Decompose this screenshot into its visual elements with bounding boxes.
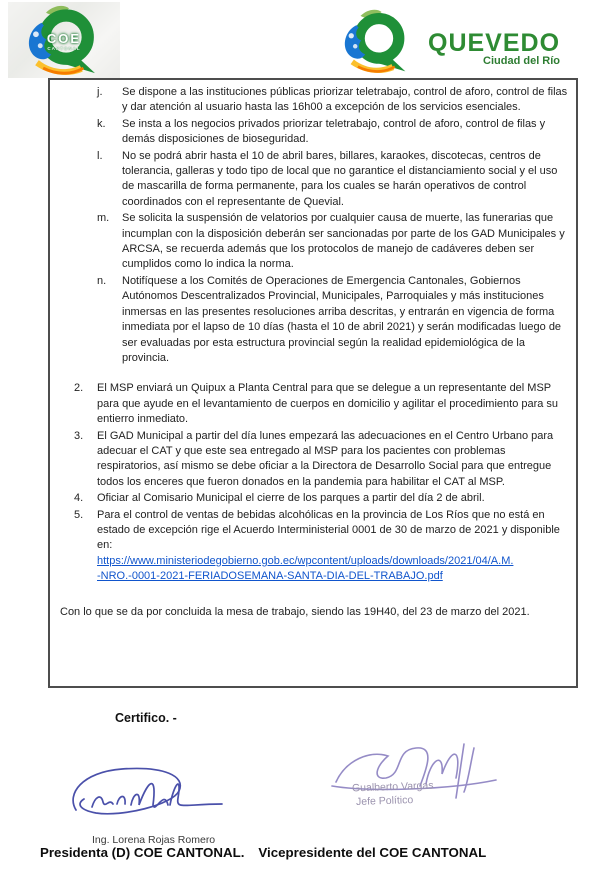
list-marker: 2. [74, 382, 84, 395]
list-text: El MSP enviará un Quipux a Planta Central para que se delegue a un representante del MSP para que ayude en el levantamiento de cuerpos en domicilio y agilitar el procedimiento para su entierro inmediato. [97, 382, 559, 426]
quevedo-tagline: Ciudad del Río [483, 54, 561, 67]
quevedo-logo [328, 6, 590, 76]
list-text: Notifíquese a los Comités de Operaciones de Emergencia Cantonales, Gobiernos Autónomos Descentralizados Provincial, Municipales, Parroquiales y más instituciones inmersas en las presentes resoluciones arriba descritas, y entrarán en vigencia de forma inmediata por el lapso de 10 días (hasta el 10 de abril 2021) y serán modificadas luego de ser evaluadas por esta estructura provincial según la realidad epidemiológica de la provincia. [122, 274, 562, 364]
left-signer-name: Ing. Lorena Rojas Romero [92, 834, 216, 846]
certify-label: Certifico. - [115, 711, 177, 725]
list-text-body: Para el control de ventas de bebidas alcohólicas en la provincia de Los Ríos que no está en estado de excepción rige el Acuerdo Interministerial 0001 de 30 de marzo de 2021 y disponible en: [97, 508, 560, 552]
vicepresident-title: Vicepresidente del COE CANTONAL [258, 845, 487, 860]
decree-pdf-link[interactable] [97, 554, 570, 585]
list-text: Se solicita la suspensión de velatorios por cualquier causa de muerte, las funerarias que incumplan con la disposición deberán ser sancionadas por parte de los GAD Municipales y ARCSA, se recuerda además que los protocolos de manejo de cadáveres deben ser cumplidos como lo indica la norma. [122, 212, 565, 271]
list-item-n [50, 274, 570, 366]
list-marker: n. [97, 274, 107, 287]
coe-logo-subtext: CANTONAL [47, 46, 81, 51]
list-text: No se podrá abrir hasta el 10 de abril bares, billares, karaokes, discotecas, centros de tolerancia, galleras y todo tipo de local que no garantice el distanciamiento social y el uso de mascarilla de forma permanente, para los cuales se harán operativos de control coordinados con el representante de Quevial. [122, 149, 558, 208]
list-gap [50, 367, 570, 381]
decree-pdf-link-line1[interactable]: https://www.ministeriodegobierno.gob.ec/wpcontent/uploads/downloads/2021/04/A.M. [97, 554, 514, 567]
president-title: Presidenta (D) COE CANTONAL. [40, 845, 245, 860]
list-marker: 4. [74, 492, 84, 505]
resolutions-box [48, 78, 578, 688]
quevedo-brand-name: QUEVEDO [428, 28, 561, 57]
list-item-5 [50, 508, 570, 585]
right-signer-name: Gualberto Vargas [351, 779, 434, 795]
list-text: Se insta a los negocios privados priorizar teletrabajo, control de aforo, control de filas y demás disposiciones de bioseguridad. [122, 117, 546, 146]
quevedo-wordmark [428, 28, 561, 67]
closing-statement: Con lo que se da por concluida la mesa de trabajo, siendo las 19H40, del 23 de marzo del 2021. [60, 605, 530, 618]
list-text: Se dispone a las instituciones públicas priorizar teletrabajo, control de aforo, control de filas y dar atención al usuario hasta las 16h00 a excepción de los servicios esenciales. [122, 86, 568, 114]
coe-logo-acronym: COE [46, 31, 82, 46]
list-item-2 [50, 381, 570, 427]
list-item-j [50, 85, 570, 116]
coe-cantonal-logo [8, 2, 120, 78]
footer-titles [40, 845, 486, 860]
list-text [97, 508, 570, 585]
decree-pdf-link-line2[interactable]: -NRO.-0001-2021-FERIADOSEMANA-SANTA-DIA-DEL-TRABAJO.pdf [97, 570, 443, 583]
list-marker: 5. [74, 508, 84, 521]
quevedo-q-mark-icon [328, 8, 426, 74]
list-marker: k. [97, 117, 106, 130]
list-item-m [50, 211, 570, 273]
list-item-k [50, 117, 570, 148]
list-text: El GAD Municipal a partir del día lunes empezará las adecuaciones en el Centro Urbano para adecuar el CAT y que este sea entregado al MSP para los pacientes con problemas respiratorios, así mismo se debe oficiar a la Directora de Desarrollo Social para que entregue todos los enceres que fueron donados en la pandemia para habilitar el CAT al MSP. [97, 429, 554, 488]
list-item-l [50, 149, 570, 211]
list-text: Oficiar al Comisario Municipal el cierre de los parques a partir del día 2 de abril. [97, 492, 485, 505]
list-item-3 [50, 429, 570, 491]
list-marker: 3. [74, 429, 84, 442]
signature-left-icon [60, 760, 230, 834]
list-marker: l. [97, 149, 103, 162]
list-item-4 [50, 491, 570, 506]
list-marker: j. [97, 86, 103, 98]
right-signer-title: Jefe Político [355, 794, 414, 808]
list-marker: m. [97, 212, 110, 225]
